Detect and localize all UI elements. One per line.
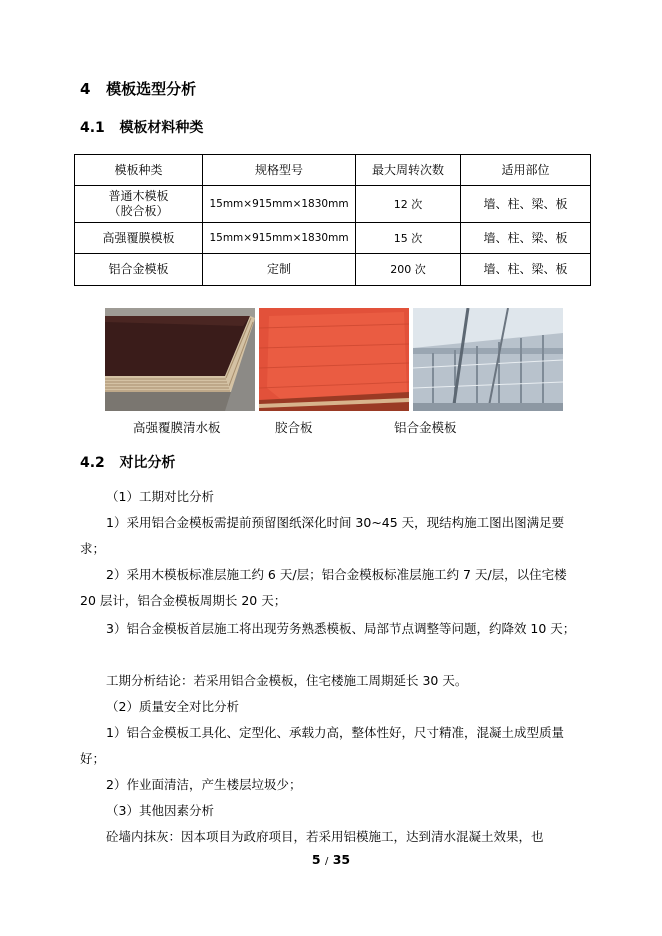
table-cell-type: [75, 186, 203, 223]
table-row: [75, 254, 591, 286]
paragraph: （3）其他因素分析: [106, 803, 214, 818]
formwork-spec-table: [74, 154, 591, 286]
table-cell-size: 15mm×915mm×1830mm: [203, 186, 356, 223]
page-current: 5: [311, 852, 321, 867]
page-number: [0, 852, 662, 867]
type-line: 普通木模板: [108, 189, 169, 203]
film-board-image: [105, 308, 255, 411]
paragraph: 1）采用铝合金模板需提前预留图纸深化时间 30~45 天，现结构施工图出图满足要求；: [80, 515, 565, 556]
table-cell-turnover: 200 次: [356, 254, 461, 286]
type-line: （胶合板）: [108, 204, 169, 218]
paragraph: 3）铝合金模板首层施工将出现劳务熟悉模板、局部节点调整等问题，约降效 10 天；: [106, 621, 576, 636]
table-cell-size: 15mm×915mm×1830mm: [203, 223, 356, 254]
table-header-cell: 模板种类: [75, 155, 203, 186]
paragraph: （2）质量安全对比分析: [106, 699, 239, 714]
table-cell-type: 高强覆膜模板: [75, 223, 203, 254]
subsection-number: 4.1: [80, 120, 105, 136]
section-number: 4: [80, 80, 91, 98]
table-row: [75, 186, 591, 223]
page-separator: /: [324, 856, 329, 867]
subsection-title: 模板材料种类: [119, 120, 204, 136]
table-header-cell: 适用部位: [461, 155, 591, 186]
table-header-row: [75, 155, 591, 186]
paragraph: （1）工期对比分析: [106, 489, 214, 504]
subsection-heading-materials: [80, 118, 203, 138]
caption-plywood: 胶合板: [275, 420, 313, 435]
section-title: 模板选型分析: [106, 80, 197, 98]
table-header-cell: 最大周转次数: [356, 155, 461, 186]
paragraph: 工期分析结论：若采用铝合金模板，住宅楼施工周期延长 30 天。: [106, 673, 468, 688]
caption-film-board: 高强覆膜清水板: [133, 420, 221, 435]
paragraph: 2）作业面清洁，产生楼层垃圾少；: [106, 777, 302, 792]
aluminum-formwork-photo: [413, 308, 563, 411]
table-cell-usage: 墙、柱、梁、板: [461, 254, 591, 286]
subsection-heading-comparison: [80, 453, 175, 473]
plywood-photo: [259, 308, 409, 411]
table-cell-size: 定制: [203, 254, 356, 286]
caption-aluminum: 铝合金模板: [394, 420, 457, 435]
table-cell-type: 铝合金模板: [75, 254, 203, 286]
paragraph: 1）铝合金模板工具化、定型化、承载力高，整体性好，尺寸精准，混凝土成型质量好；: [80, 725, 564, 766]
subsection-title: 对比分析: [119, 455, 176, 471]
film-board-photo: [105, 308, 255, 411]
page-total: 35: [332, 852, 351, 867]
table-cell-usage: 墙、柱、梁、板: [461, 186, 591, 223]
table-cell-turnover: 12 次: [356, 186, 461, 223]
table-cell-turnover: 15 次: [356, 223, 461, 254]
plywood-image: [259, 308, 409, 411]
paragraph: 砼墙内抹灰：因本项目为政府项目，若采用铝模施工，达到清水混凝土效果，也: [106, 829, 544, 844]
subsection-number: 4.2: [80, 455, 105, 471]
section-heading: [80, 79, 196, 99]
table-row: [75, 223, 591, 254]
table-header-cell: 规格型号: [203, 155, 356, 186]
table-cell-usage: 墙、柱、梁、板: [461, 223, 591, 254]
aluminum-formwork-image: [413, 308, 563, 411]
paragraph: 2）采用木模板标准层施工约 6 天/层；铝合金模板标准层施工约 7 天/层，以住宅楼 20 层计，铝合金模板周期长 20 天；: [80, 567, 567, 608]
